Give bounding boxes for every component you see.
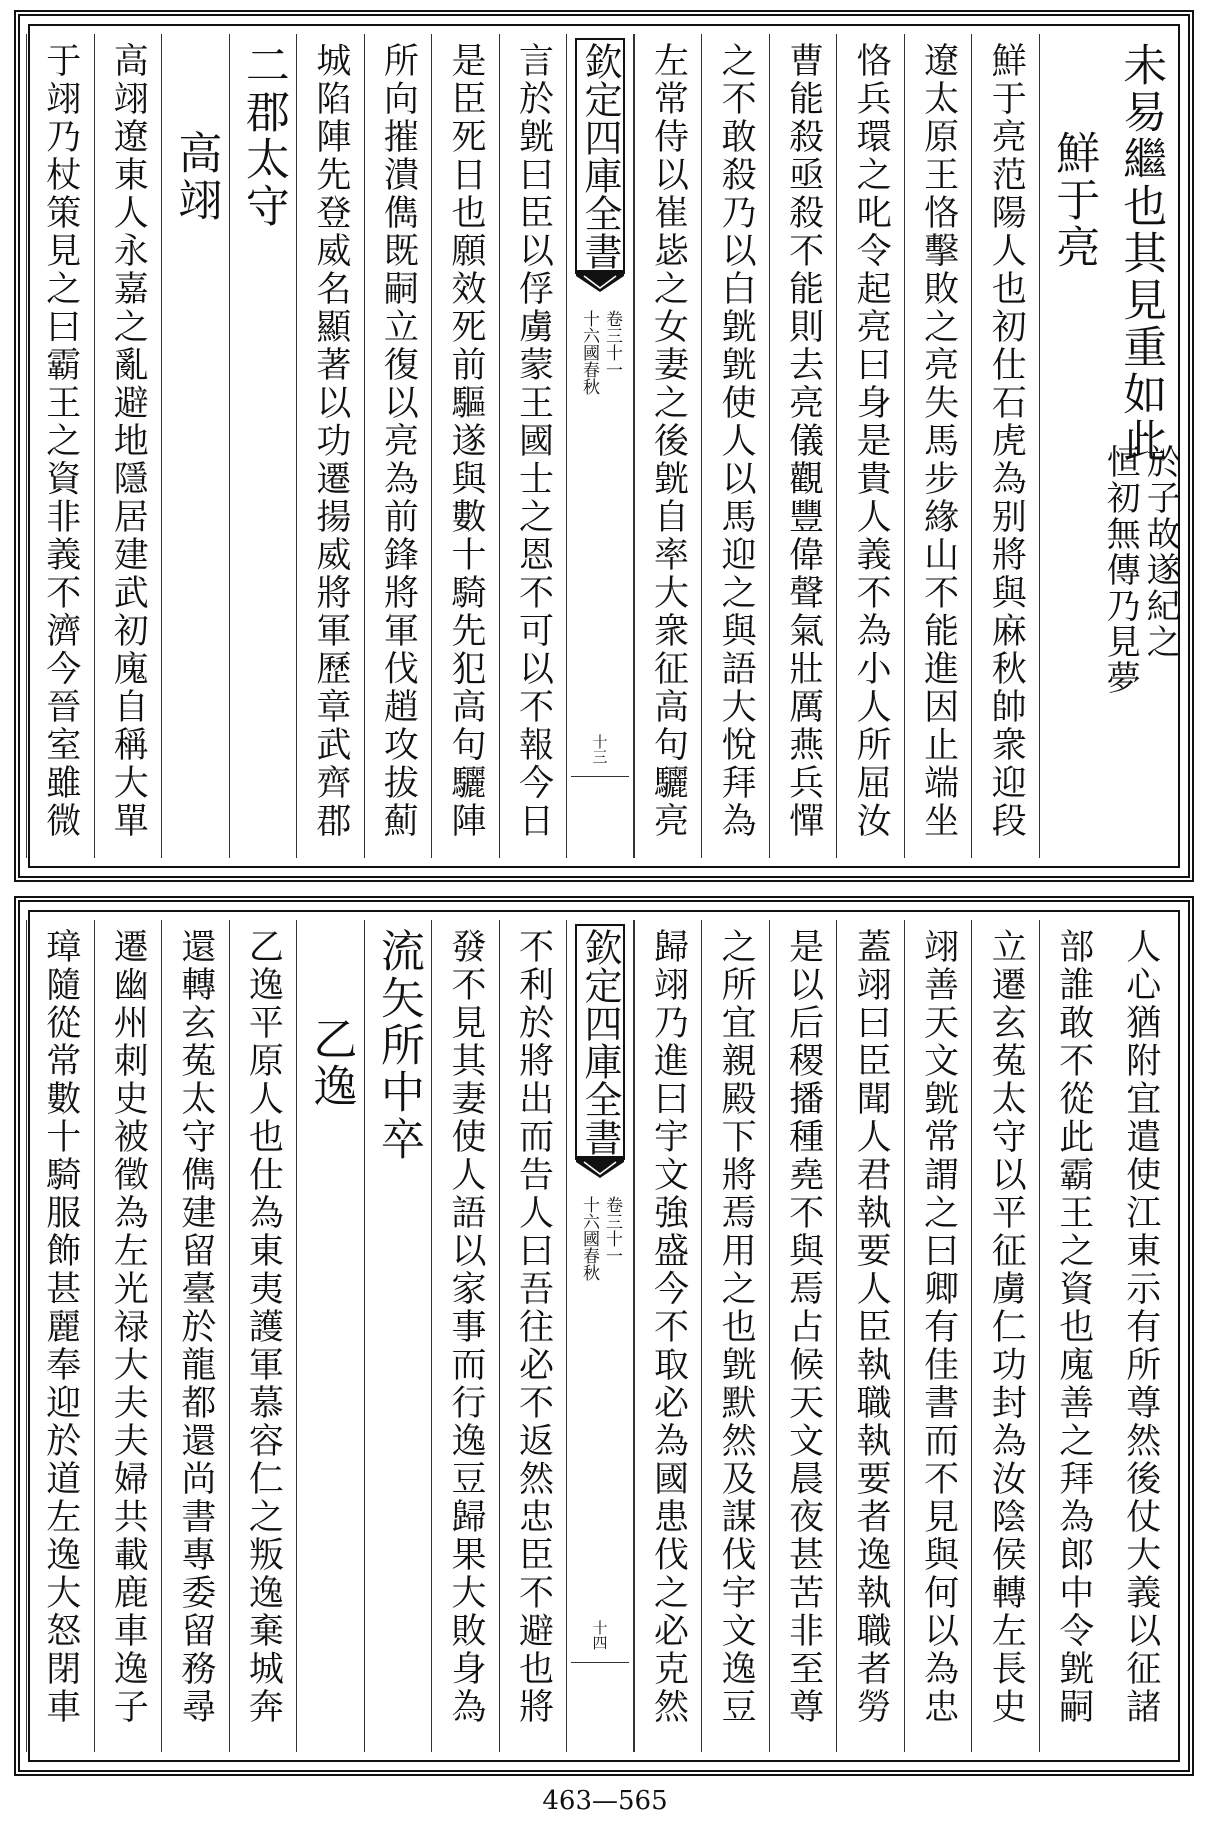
top_page-center-fold — [566, 34, 634, 858]
fold-rule — [571, 1662, 629, 1663]
top_page-column — [836, 34, 904, 858]
text-line: 未易繼也其見重如此 — [1115, 42, 1167, 465]
text-line: 高翊遼東人永嘉之亂避地隱居建武初廆自稱大單 — [108, 42, 149, 840]
top_page-column — [431, 34, 499, 858]
top-page — [14, 10, 1194, 882]
top_page-column — [364, 34, 432, 858]
text-line: 翊善天文皝常謂之曰卿有佳書而不見與何以為忠 — [918, 928, 959, 1726]
text-line: 曹能殺亟殺不能則去亮儀觀豐偉聲氣壯厲燕兵憚 — [783, 42, 824, 840]
text-line: 遷幽州刺史被徵為左光禄大夫夫婦共載鹿車逸子 — [108, 928, 149, 1726]
top_page-column — [1100, 34, 1181, 858]
volume-number: 卷三十一 — [602, 310, 622, 378]
bottom-page-frame — [28, 910, 1180, 1762]
bottom_page-column — [769, 920, 837, 1752]
text-line: 流矢所中卒 — [372, 928, 424, 1163]
bottom_page-column — [499, 920, 567, 1752]
fishtail-mark-icon — [576, 1156, 624, 1180]
bottom_page-column — [161, 920, 229, 1752]
bottom_page-column — [431, 920, 499, 1752]
text-line: 蓋翊曰臣聞人君執要人臣執職執要者逸執職者勞 — [851, 928, 892, 1726]
text-line: 城陷陣先登威名顯著以功遷揚威將軍歷章武齊郡 — [310, 42, 351, 840]
text-line: 言於皝曰臣以俘虜蒙王國士之恩不可以不報今日 — [513, 42, 554, 840]
text-line: 二郡太守 — [237, 42, 289, 230]
note-line: 恒初無傳乃見夢 — [1100, 444, 1141, 696]
text-line: 遼太原王恪擊敗之亮失馬步緣山不能進因止端坐 — [918, 42, 959, 840]
library-title: 欽定四庫全書 — [575, 38, 625, 274]
page-footer-number: 463—565 — [542, 1786, 668, 1816]
top_page-column — [229, 34, 297, 858]
bottom_page-column — [701, 920, 769, 1752]
biography-heading: 鮮于亮 — [1048, 130, 1100, 271]
text-line: 部誰敢不從此霸王之資也廆善之拜為郎中令皝嗣 — [1053, 928, 1094, 1726]
text-line: 璋隨從常數十騎服飾甚麗奉迎於道左逸大怒閉車 — [40, 928, 81, 1726]
bottom_page-column — [1106, 920, 1174, 1752]
book-title-volume — [580, 1196, 620, 1281]
book-title: 十六國春秋 — [579, 310, 599, 395]
text-line: 發不見其妻使人語以家事而行逸豆歸果大敗身為 — [445, 928, 486, 1726]
top_page-column — [701, 34, 769, 858]
leaf-number: 十三 — [590, 734, 609, 764]
top-page-frame — [28, 24, 1180, 868]
text-line: 歸翊乃進曰宇文強盛今不取必為國患伐之必克然 — [648, 928, 689, 1726]
top_page-column — [296, 34, 364, 858]
bottom_page-column — [94, 920, 162, 1752]
text-line: 之不敢殺乃以白皝皝使人以馬迎之與語大悅拜為 — [716, 42, 757, 840]
bottom_page-column — [904, 920, 972, 1752]
top_page-column — [634, 34, 702, 858]
text-line: 是以后稷播種堯不與焉占候天文晨夜甚苦非至尊 — [783, 928, 824, 1726]
interlinear-note — [1100, 444, 1181, 696]
text-line: 所向摧潰儁既嗣立復以亮為前鋒將軍伐趙攻拔薊 — [378, 42, 419, 840]
book-title-volume — [580, 310, 620, 395]
text-line: 還轉玄菟太守儁建留臺於龍都還尚書專委留務尋 — [175, 928, 216, 1726]
bottom_page-column — [364, 920, 432, 1752]
top_page-column — [161, 34, 229, 858]
text-line: 于翊乃杖策見之曰霸王之資非義不濟今晉室雖微 — [40, 42, 81, 840]
bottom_page-column — [971, 920, 1039, 1752]
biography-heading: 高翊 — [170, 130, 222, 224]
leaf-number: 十四 — [590, 1620, 609, 1650]
bottom_page-column — [229, 920, 297, 1752]
text-line: 立遷玄菟太守以平征虜仁功封為汝陰侯轉左長史 — [986, 928, 1027, 1726]
top_page-column — [94, 34, 162, 858]
text-line: 是臣死日也願效死前驅遂與數十騎先犯高句驪陣 — [445, 42, 486, 840]
library-title: 欽定四庫全書 — [575, 924, 625, 1160]
fold-rule — [571, 776, 629, 777]
fishtail-mark-icon — [576, 270, 624, 294]
bottom_page-column — [836, 920, 904, 1752]
top_page-column — [1039, 34, 1107, 858]
text-line: 鮮于亮范陽人也初仕石虎為别將與麻秋帥衆迎段 — [986, 42, 1027, 840]
text-line: 之所宜親殿下將焉用之也皝默然及謀伐宇文逸豆 — [716, 928, 757, 1726]
volume-number: 卷三十一 — [602, 1196, 622, 1264]
bottom_page-center-fold — [566, 920, 634, 1752]
bottom_page-column — [26, 920, 94, 1752]
top_page-column — [499, 34, 567, 858]
text-line: 乙逸平原人也仕為東夷護軍慕容仁之叛逸棄城奔 — [243, 928, 284, 1726]
top_page-column — [904, 34, 972, 858]
book-title: 十六國春秋 — [579, 1196, 599, 1281]
note-line: 於子故遂紀之 — [1140, 444, 1181, 660]
bottom_page-column — [1039, 920, 1107, 1752]
text-line: 人心猶附宜遣使江東示有所尊然後仗大義以征諸 — [1120, 928, 1161, 1726]
biography-heading: 乙逸 — [305, 1016, 357, 1110]
bottom-page — [14, 896, 1194, 1776]
top_page-column — [769, 34, 837, 858]
bottom_page-column — [296, 920, 364, 1752]
top_page-column — [971, 34, 1039, 858]
text-line: 左常侍以崔毖之女妻之後皝自率大衆征高句驪亮 — [648, 42, 689, 840]
text-line: 不利於將出而告人曰吾往必不返然忠臣不避也將 — [513, 928, 554, 1726]
top_page-column — [26, 34, 94, 858]
bottom_page-column — [634, 920, 702, 1752]
text-line: 恪兵環之叱令起亮曰身是貴人義不為小人所屈汝 — [851, 42, 892, 840]
